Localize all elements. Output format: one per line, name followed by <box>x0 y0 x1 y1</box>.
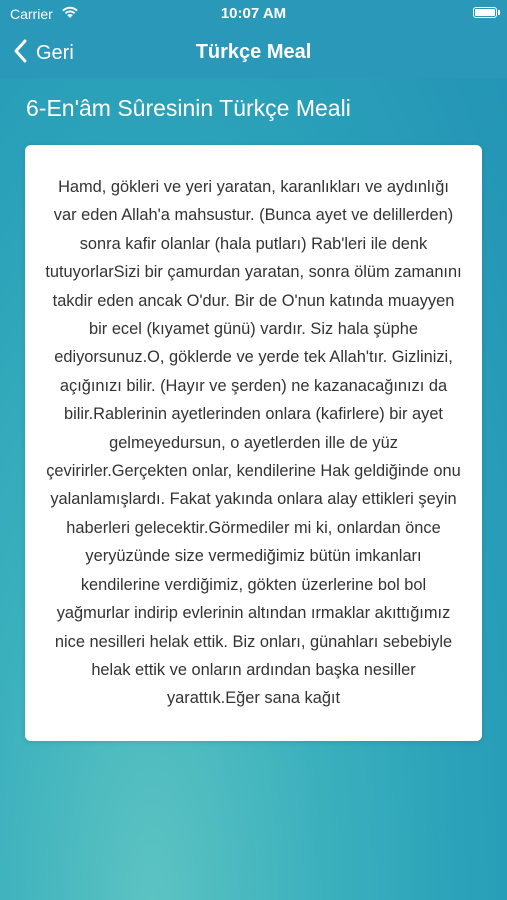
nav-title: Türkçe Meal <box>195 41 312 63</box>
clock: 10:07 AM <box>220 5 287 22</box>
translation-card <box>25 145 482 741</box>
page-title: 6-En'âm Sûresinin Türkçe Meali <box>26 95 351 121</box>
navigation-bar <box>0 28 507 78</box>
carrier-label: Carrier <box>10 6 53 22</box>
back-label: Geri <box>36 41 74 64</box>
battery-icon <box>473 7 497 18</box>
text-fade <box>25 711 482 741</box>
translation-text[interactable]: Hamd, gökleri ve yeri yaratan, karanlıkları ve aydınlığı var eden Allah'a mahsustur. (Bunca ayet ve delillerden) sonra kafir olanlar (hala putları) Rab'leri ile denk tutuyorlarSizi bir çamurdan yaratan, sonra ölüm zamanını takdir eden ancak O'dur. Bir de O'nun katında muayyen bir ecel (kıyamet günü) vardır. Siz hala şüphe ediyorsunuz.O, göklerde ve yerde tek Allah'tır. Gizlinizi, açığınızı bilir. (Hayır ve şerden) ne kazanacağınızı da bilir.Rablerinin ayetlerinden onlara (kafirlere) bir ayet gelmeyedursun, o ayetlerden ille de yüz çevirirler.Gerçekten onlar, kendilerine Hak geldiğinde onu yalanlamışlardı. Fakat yakında onlara alay ettikleri şeyin haberleri gelecektir.Görmediler mi ki, onlardan önce yeryüzünde size vermediğimiz bütün imkanları kendilerine verdiğimiz, gökten üzerlerine bol bol yağmurlar indirip evlerinin altından ırmaklar akıttığımız nice nesilleri helak ettik. Biz onları, günahları sebebiyle helak ettik ve onların ardından başka nesiller yarattık.Eğer sana kağıt <box>45 178 462 708</box>
status-bar <box>0 0 507 28</box>
